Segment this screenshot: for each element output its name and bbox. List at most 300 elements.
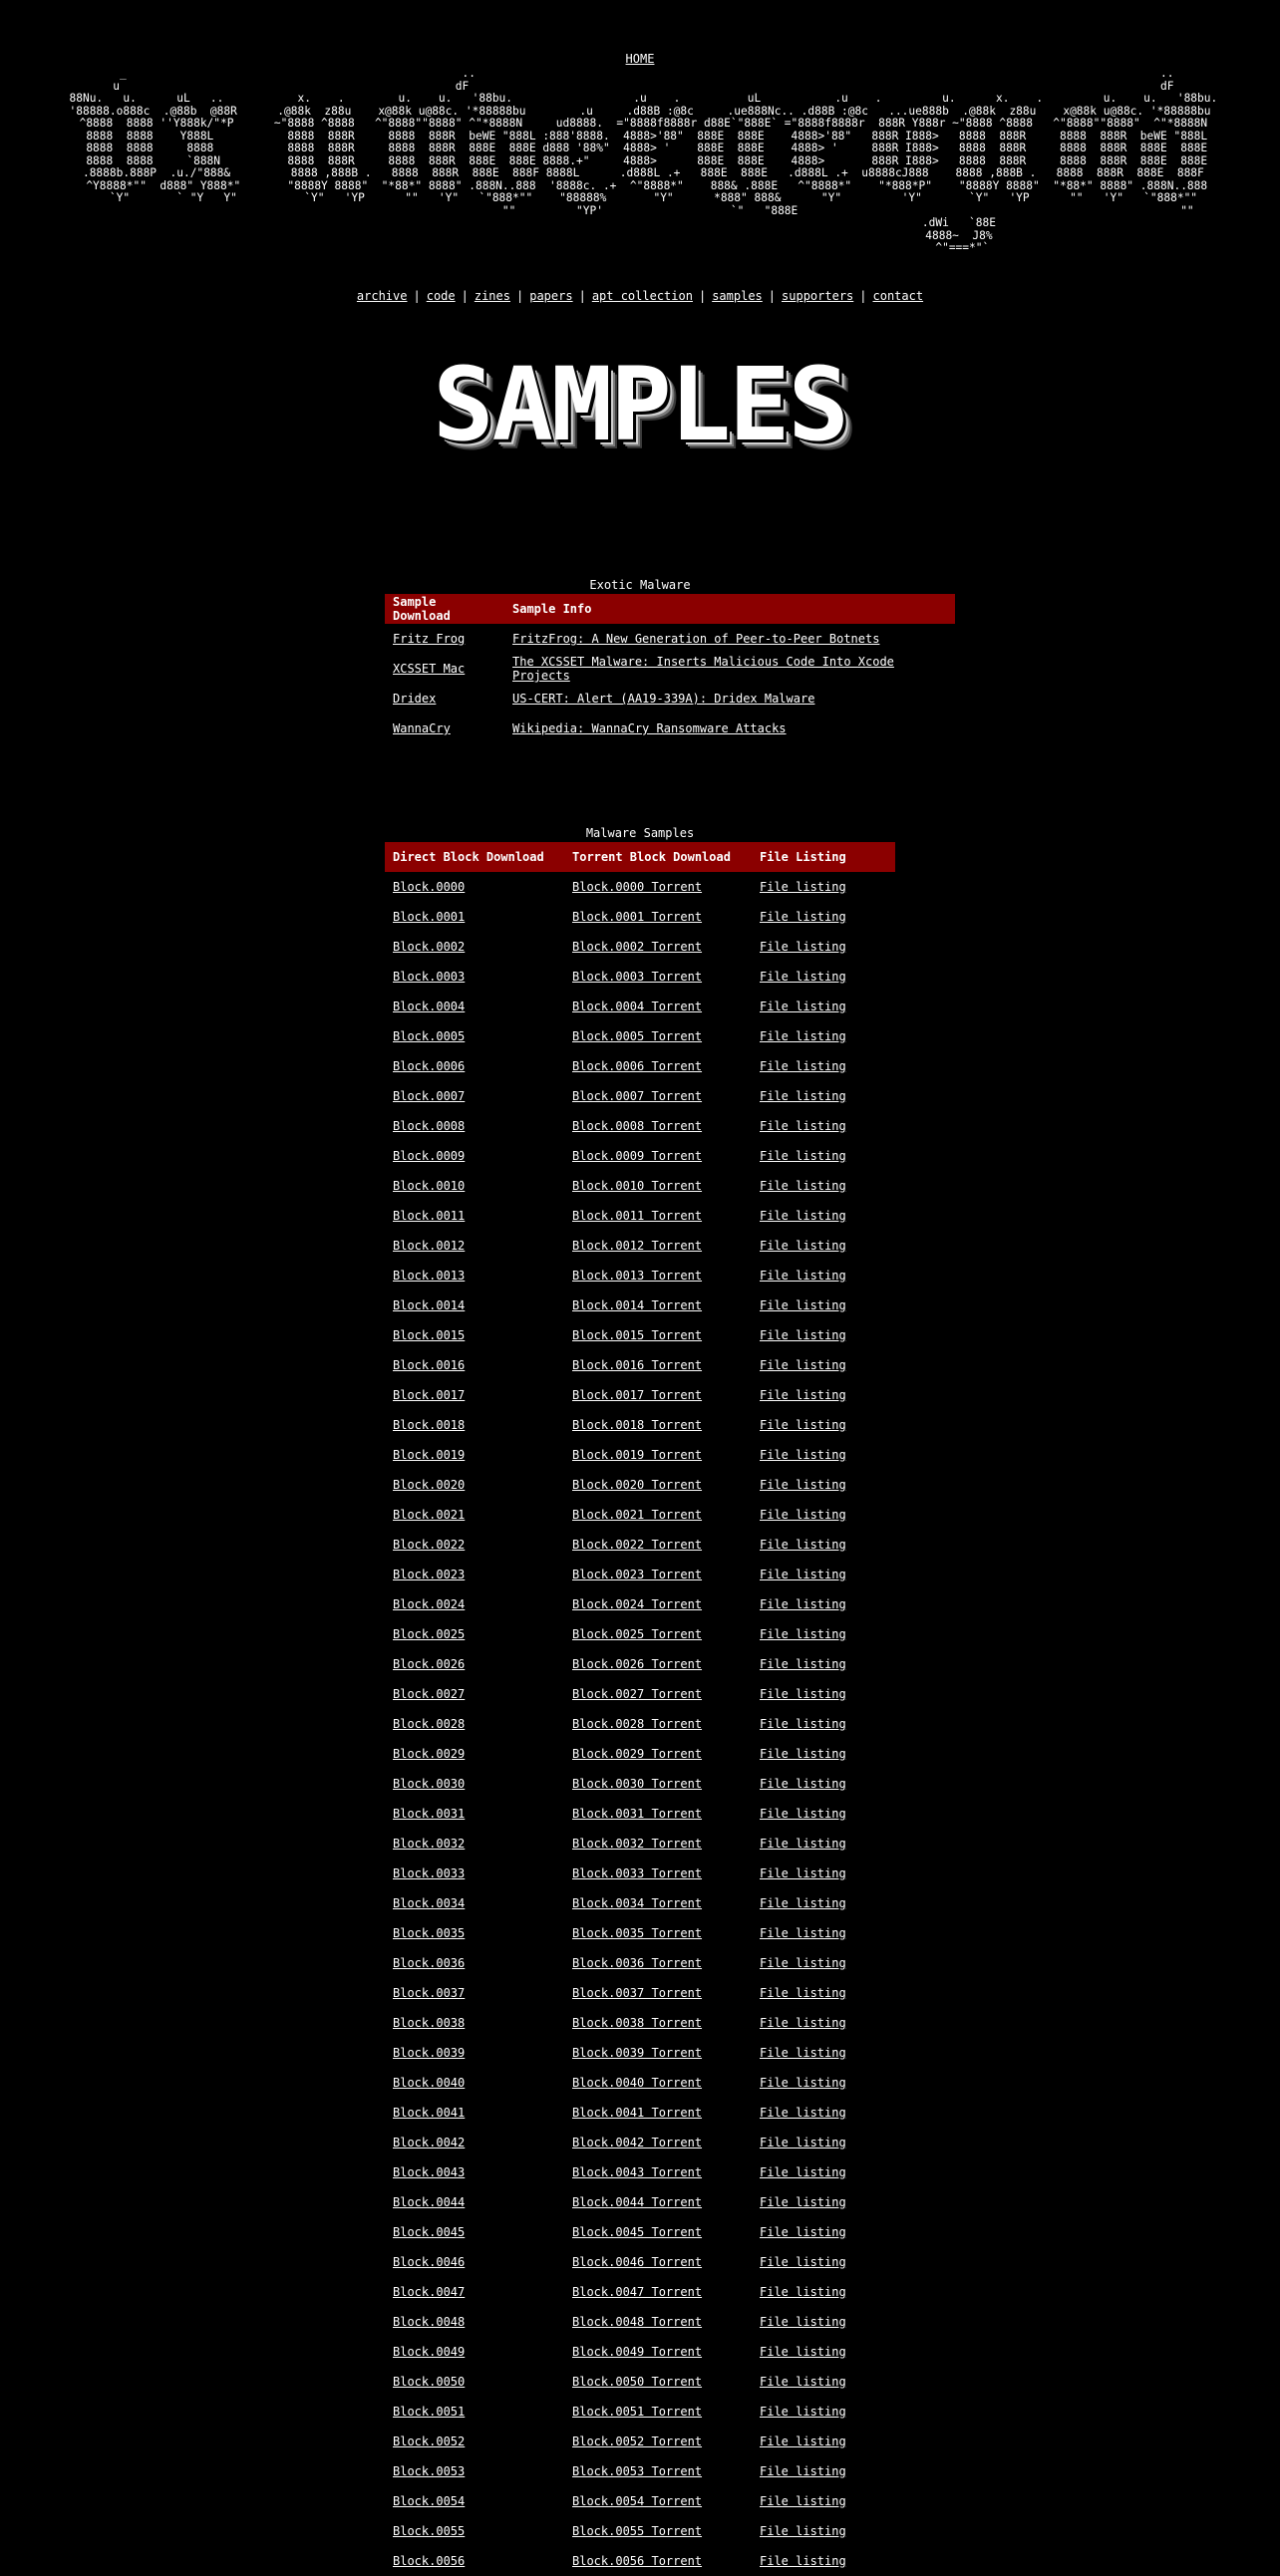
table-cell	[564, 2337, 752, 2367]
table-cell	[385, 2546, 564, 2576]
table-cell	[385, 1141, 564, 1171]
file-listing-link[interactable]: File listing	[760, 1388, 846, 1402]
table-cell	[752, 992, 895, 1021]
torrent-download-link[interactable]: Block.0050 Torrent	[572, 2375, 703, 2389]
table-cell	[564, 1589, 752, 1619]
table-cell	[752, 1290, 895, 1320]
table-row	[385, 962, 895, 992]
file-listing-link[interactable]: File listing	[760, 2136, 846, 2149]
direct-download-link[interactable]: Block.0035	[393, 1926, 466, 1940]
file-listing-link[interactable]: File listing	[760, 1328, 846, 1342]
table-row	[385, 1799, 895, 1829]
direct-download-link[interactable]: Block.0003	[393, 970, 466, 984]
file-listing-link[interactable]: File listing	[760, 1448, 846, 1462]
file-listing-link[interactable]: File listing	[760, 2046, 846, 2060]
torrent-download-link[interactable]: Block.0017 Torrent	[572, 1388, 703, 1402]
torrent-download-link[interactable]: Block.0007 Torrent	[572, 1089, 703, 1103]
table-cell	[564, 1201, 752, 1231]
file-listing-link[interactable]: File listing	[760, 1149, 846, 1163]
torrent-download-link[interactable]: Block.0025 Torrent	[572, 1627, 703, 1641]
direct-download-link[interactable]: Block.0016	[393, 1358, 466, 1372]
table-cell	[564, 932, 752, 962]
torrent-download-link[interactable]: Block.0028 Torrent	[572, 1717, 703, 1731]
table-cell	[564, 2367, 752, 2397]
table-cell	[385, 2456, 564, 2486]
file-listing-link[interactable]: File listing	[760, 1209, 846, 1223]
table-cell	[752, 1679, 895, 1709]
direct-download-link[interactable]: Block.0052	[393, 2434, 466, 2448]
direct-download-link[interactable]: Block.0005	[393, 1029, 466, 1043]
direct-download-link[interactable]: Block.0031	[393, 1807, 466, 1821]
torrent-download-link[interactable]: Block.0001 Torrent	[572, 910, 703, 924]
direct-download-link[interactable]: Block.0048	[393, 2315, 466, 2329]
table-cell	[752, 1739, 895, 1769]
torrent-download-link[interactable]: Block.0015 Torrent	[572, 1328, 703, 1342]
sample-download-link[interactable]: XCSSET Mac	[393, 662, 466, 676]
table-row	[385, 1679, 895, 1709]
table-cell	[752, 1619, 895, 1649]
sample-download-link[interactable]: Fritz Frog	[393, 632, 466, 646]
torrent-download-link[interactable]: Block.0026 Torrent	[572, 1657, 703, 1671]
torrent-download-link[interactable]: Block.0016 Torrent	[572, 1358, 703, 1372]
torrent-download-link[interactable]: Block.0047 Torrent	[572, 2285, 703, 2299]
table-row	[385, 1380, 895, 1410]
direct-download-link[interactable]: Block.0051	[393, 2405, 466, 2419]
torrent-download-link[interactable]: Block.0029 Torrent	[572, 1747, 703, 1761]
table-cell	[564, 1769, 752, 1799]
sample-download-link[interactable]: WannaCry	[393, 721, 451, 735]
table-row	[385, 1619, 895, 1649]
nav-link-zines[interactable]: zines	[474, 289, 510, 303]
file-listing-link[interactable]: File listing	[760, 2165, 846, 2179]
file-listing-link[interactable]: File listing	[760, 2494, 846, 2508]
direct-download-link[interactable]: Block.0012	[393, 1239, 466, 1253]
table-row	[385, 1261, 895, 1290]
direct-download-link[interactable]: Block.0042	[393, 2136, 466, 2149]
nav-link-supporters[interactable]: supporters	[782, 289, 854, 303]
direct-download-link[interactable]: Block.0029	[393, 1747, 466, 1761]
table-cell	[564, 1649, 752, 1679]
file-listing-link[interactable]: File listing	[760, 1059, 846, 1073]
blocks-caption: Malware Samples	[585, 826, 695, 840]
file-listing-link[interactable]: File listing	[760, 940, 846, 954]
file-listing-link[interactable]: File listing	[760, 2524, 846, 2538]
table-cell	[752, 1231, 895, 1261]
table-cell	[564, 1799, 752, 1829]
table-cell	[752, 1171, 895, 1201]
table-cell	[385, 2397, 564, 2427]
torrent-download-link[interactable]: Block.0040 Torrent	[572, 2076, 703, 2090]
torrent-download-link[interactable]: Block.0045 Torrent	[572, 2225, 703, 2239]
file-listing-link[interactable]: File listing	[760, 1807, 846, 1821]
table-cell	[385, 1021, 564, 1051]
torrent-download-link[interactable]: Block.0037 Torrent	[572, 1986, 703, 2000]
table-row	[385, 1081, 895, 1111]
torrent-download-link[interactable]: Block.0031 Torrent	[572, 1807, 703, 1821]
torrent-download-link[interactable]: Block.0008 Torrent	[572, 1119, 703, 1133]
torrent-download-link[interactable]: Block.0044 Torrent	[572, 2195, 703, 2209]
table-cell	[385, 2157, 564, 2187]
table-cell	[385, 2187, 564, 2217]
torrent-download-link[interactable]: Block.0003 Torrent	[572, 970, 703, 984]
file-listing-link[interactable]: File listing	[760, 2225, 846, 2239]
nav-link-apt-collection[interactable]: apt collection	[591, 289, 693, 303]
direct-download-link[interactable]: Block.0021	[393, 1508, 466, 1522]
table-cell	[752, 2217, 895, 2247]
torrent-download-link[interactable]: Block.0032 Torrent	[572, 1837, 703, 1851]
file-listing-link[interactable]: File listing	[760, 1119, 846, 1133]
torrent-download-link[interactable]: Block.0051 Torrent	[572, 2405, 703, 2419]
home-link[interactable]: HOME	[625, 52, 655, 66]
direct-download-link[interactable]: Block.0045	[393, 2225, 466, 2239]
torrent-download-link[interactable]: Block.0054 Torrent	[572, 2494, 703, 2508]
file-listing-link[interactable]: File listing	[760, 2554, 846, 2568]
direct-download-link[interactable]: Block.0006	[393, 1059, 466, 1073]
torrent-download-link[interactable]: Block.0011 Torrent	[572, 1209, 703, 1223]
table-row	[385, 2008, 895, 2038]
table-cell	[385, 1679, 564, 1709]
table-cell	[752, 1888, 895, 1918]
table-cell	[752, 2008, 895, 2038]
table-cell	[385, 1769, 564, 1799]
direct-download-link[interactable]: Block.0027	[393, 1687, 466, 1701]
direct-download-link[interactable]: Block.0039	[393, 2046, 466, 2060]
table-cell	[564, 1261, 752, 1290]
direct-download-link[interactable]: Block.0053	[393, 2464, 466, 2478]
torrent-download-link[interactable]: Block.0052 Torrent	[572, 2434, 703, 2448]
sample-info-link[interactable]: The XCSSET Malware: Inserts Malicious Code Into Xcode Projects	[512, 655, 894, 683]
table-cell	[385, 1500, 564, 1530]
table-cell	[752, 2187, 895, 2217]
torrent-download-link[interactable]: Block.0053 Torrent	[572, 2464, 703, 2478]
table-cell	[752, 2546, 895, 2576]
table-cell	[385, 2277, 564, 2307]
table-cell	[564, 1978, 752, 2008]
nav-link-contact[interactable]: contact	[872, 289, 924, 303]
table-cell	[385, 2367, 564, 2397]
table-cell	[752, 1709, 895, 1739]
direct-download-link[interactable]: Block.0001	[393, 910, 466, 924]
table-cell	[752, 2098, 895, 2128]
direct-download-link[interactable]: Block.0034	[393, 1896, 466, 1910]
table-cell	[564, 1829, 752, 1859]
torrent-download-link[interactable]: Block.0046 Torrent	[572, 2255, 703, 2269]
torrent-download-link[interactable]: Block.0005 Torrent	[572, 1029, 703, 1043]
direct-download-link[interactable]: Block.0050	[393, 2375, 466, 2389]
direct-download-link[interactable]: Block.0054	[393, 2494, 466, 2508]
direct-download-link[interactable]: Block.0025	[393, 1627, 466, 1641]
direct-download-link[interactable]: Block.0013	[393, 1269, 466, 1283]
table-cell	[752, 2038, 895, 2068]
table-cell	[385, 1649, 564, 1679]
file-listing-link[interactable]: File listing	[760, 1000, 846, 1013]
direct-download-link[interactable]: Block.0056	[393, 2554, 466, 2568]
torrent-download-link[interactable]: Block.0018 Torrent	[572, 1418, 703, 1432]
torrent-download-link[interactable]: Block.0021 Torrent	[572, 1508, 703, 1522]
file-listing-link[interactable]: File listing	[760, 1627, 846, 1641]
direct-download-link[interactable]: Block.0010	[393, 1179, 466, 1193]
direct-download-link[interactable]: Block.0018	[393, 1418, 466, 1432]
file-listing-link[interactable]: File listing	[760, 2464, 846, 2478]
table-cell	[752, 2427, 895, 2456]
direct-download-link[interactable]: Block.0020	[393, 1478, 466, 1492]
table-cell	[564, 1111, 752, 1141]
column-header-file-listing: File Listing	[752, 842, 895, 872]
file-listing-link[interactable]: File listing	[760, 2375, 846, 2389]
file-listing-link[interactable]: File listing	[760, 1956, 846, 1970]
torrent-download-link[interactable]: Block.0009 Torrent	[572, 1149, 703, 1163]
table-cell	[385, 1589, 564, 1619]
file-listing-link[interactable]: File listing	[760, 2405, 846, 2419]
table-cell	[564, 2038, 752, 2068]
file-listing-link[interactable]: File listing	[760, 1269, 846, 1283]
direct-download-link[interactable]: Block.0008	[393, 1119, 466, 1133]
file-listing-link[interactable]: File listing	[760, 1358, 846, 1372]
ascii-banner-logo: _ .. .. u dF dF 88Nu. u. uL .. x. . u. u. '88bu. .u . uL .u . u. x. . u. u. '88bu. '88888.o888c .@88b @88R .@88k z88u x@88k u@88c. '*88888bu .u .d88B :@8c .ue888Nc.. .d88B :@8c ...ue888b .@88k z88u x@88k u@88c. '*88888bu ^8888 8888 ''Y888k/"*P ~"8888 ^8888 ^"8888""8888" ^"*8888N ud8888. ="8888f8888r d88E`"888E` ="8888f8888r 888R Y888r ~"8888 ^8888 ^"8888""8888" ^"*8888N 8888 8888 Y888L 8888 888R 8888 888R beWE "888L :888'8888. 4888>'88" 888E 888E 4888>'88" 888R I888> 8888 888R 8888 888R beWE "888L 8888 8888 8888 8888 888R 8888 888R 888E 888E d888 '88%" 4888> ' 888E 888E 4888> ' 888R I888> 8888 888R 8888 888R 888E 888E 8888 8888 `888N 8888 888R 8888 888R 888E 888E 8888.+" 4888> 888E 888E 4888> 888R I888> 8888 888R 8888 888R 888E 888E .8888b.888P .u./"888& 8888 ,888B . 8888 888R 888E 888F 8888L .d888L .+ 888E 888E .d888L .+ u8888cJ888 8888 ,888B . 8888 888R 888E 888F ^Y8888*"" d888" Y888*" "8888Y 8888" "*88*" 8888" .888N..888 '8888c. .+ ^"8888*" 888& .888E ^"8888*" "*888*P" "8888Y 8888" "*88*" 8888" .888N..888 `Y" ` "Y Y" `Y" 'YP "" 'Y" `"888*"" "88888% "Y" *888" 888& "Y" 'Y" `Y" 'YP "" 'Y" `"888*"" "" "YP' `" "888E "" .dWi `88E 4888~ J8% ^"===*"`	[69, 67, 1218, 254]
torrent-download-link[interactable]: Block.0043 Torrent	[572, 2165, 703, 2179]
table-cell	[564, 2098, 752, 2128]
file-listing-link[interactable]: File listing	[760, 1986, 846, 2000]
direct-download-link[interactable]: Block.0046	[393, 2255, 466, 2269]
table-cell	[752, 2456, 895, 2486]
sample-info-link[interactable]: US-CERT: Alert (AA19-339A): Dridex Malware	[512, 692, 815, 706]
torrent-download-link[interactable]: Block.0022 Torrent	[572, 1538, 703, 1552]
torrent-download-link[interactable]: Block.0013 Torrent	[572, 1269, 703, 1283]
table-cell	[752, 1589, 895, 1619]
exotic-caption: Exotic Malware	[589, 578, 691, 592]
table-cell	[564, 1709, 752, 1739]
direct-download-link[interactable]: Block.0019	[393, 1448, 466, 1462]
direct-download-link[interactable]: Block.0033	[393, 1866, 466, 1880]
table-cell	[564, 902, 752, 932]
table-cell	[385, 1918, 564, 1948]
main-nav	[0, 289, 1280, 303]
file-listing-link[interactable]: File listing	[760, 1687, 846, 1701]
sample-download-link[interactable]: Dridex	[393, 692, 437, 706]
torrent-download-link[interactable]: Block.0020 Torrent	[572, 1478, 703, 1492]
table-cell	[752, 1859, 895, 1888]
sample-info-link[interactable]: Wikipedia: WannaCry Ransomware Attacks	[512, 721, 787, 735]
direct-download-link[interactable]: Block.0004	[393, 1000, 466, 1013]
nav-link-samples[interactable]: samples	[712, 289, 763, 303]
table-row	[385, 2247, 895, 2277]
direct-download-link[interactable]: Block.0026	[393, 1657, 466, 1671]
torrent-download-link[interactable]: Block.0038 Torrent	[572, 2016, 703, 2030]
table-cell	[385, 1709, 564, 1739]
file-listing-link[interactable]: File listing	[760, 1657, 846, 1671]
file-listing-link[interactable]: File listing	[760, 1538, 846, 1552]
table-cell	[385, 2337, 564, 2367]
direct-download-link[interactable]: Block.0040	[393, 2076, 466, 2090]
direct-download-link[interactable]: Block.0036	[393, 1956, 466, 1970]
direct-download-link[interactable]: Block.0007	[393, 1089, 466, 1103]
torrent-download-link[interactable]: Block.0034 Torrent	[572, 1896, 703, 1910]
nav-separator: |	[859, 289, 867, 303]
direct-download-link[interactable]: Block.0017	[393, 1388, 466, 1402]
file-listing-link[interactable]: File listing	[760, 1179, 846, 1193]
file-listing-link[interactable]: File listing	[760, 1239, 846, 1253]
file-listing-link[interactable]: File listing	[760, 1478, 846, 1492]
table-row	[385, 2307, 895, 2337]
file-listing-link[interactable]: File listing	[760, 2195, 846, 2209]
file-listing-link[interactable]: File listing	[760, 1926, 846, 1940]
torrent-download-link[interactable]: Block.0019 Torrent	[572, 1448, 703, 1462]
table-cell	[564, 2128, 752, 2157]
torrent-download-link[interactable]: Block.0023 Torrent	[572, 1568, 703, 1581]
table-cell	[385, 2098, 564, 2128]
torrent-download-link[interactable]: Block.0024 Torrent	[572, 1597, 703, 1611]
torrent-download-link[interactable]: Block.0041 Torrent	[572, 2106, 703, 2120]
table-row	[385, 1320, 895, 1350]
table-cell	[385, 872, 564, 902]
table-row	[385, 1141, 895, 1171]
table-header-row	[385, 594, 955, 624]
table-cell	[564, 1081, 752, 1111]
table-row	[385, 2098, 895, 2128]
file-listing-link[interactable]: File listing	[760, 1866, 846, 1880]
file-listing-link[interactable]: File listing	[760, 1568, 846, 1581]
table-cell	[752, 2068, 895, 2098]
torrent-download-link[interactable]: Block.0027 Torrent	[572, 1687, 703, 1701]
torrent-download-link[interactable]: Block.0036 Torrent	[572, 1956, 703, 1970]
table-row	[385, 932, 895, 962]
table-cell	[752, 1829, 895, 1859]
sample-info-link[interactable]: FritzFrog: A New Generation of Peer-to-Peer Botnets	[512, 632, 880, 646]
torrent-download-link[interactable]: Block.0000 Torrent	[572, 880, 703, 894]
direct-download-link[interactable]: Block.0022	[393, 1538, 466, 1552]
file-listing-link[interactable]: File listing	[760, 1029, 846, 1043]
direct-download-link[interactable]: Block.0032	[393, 1837, 466, 1851]
file-listing-link[interactable]: File listing	[760, 1747, 846, 1761]
direct-download-link[interactable]: Block.0049	[393, 2345, 466, 2359]
file-listing-link[interactable]: File listing	[760, 2285, 846, 2299]
torrent-download-link[interactable]: Block.0012 Torrent	[572, 1239, 703, 1253]
nav-link-archive[interactable]: archive	[356, 289, 408, 303]
direct-download-link[interactable]: Block.0043	[393, 2165, 466, 2179]
file-listing-link[interactable]: File listing	[760, 1508, 846, 1522]
sample-info-cell	[504, 654, 955, 684]
file-listing-link[interactable]: File listing	[760, 1597, 846, 1611]
table-cell	[385, 1470, 564, 1500]
table-cell	[564, 1918, 752, 1948]
table-cell	[752, 1111, 895, 1141]
direct-download-link[interactable]: Block.0011	[393, 1209, 466, 1223]
table-cell	[564, 1888, 752, 1918]
nav-link-papers[interactable]: papers	[529, 289, 573, 303]
torrent-download-link[interactable]: Block.0048 Torrent	[572, 2315, 703, 2329]
file-listing-link[interactable]: File listing	[760, 2345, 846, 2359]
direct-download-link[interactable]: Block.0047	[393, 2285, 466, 2299]
file-listing-link[interactable]: File listing	[760, 2076, 846, 2090]
file-listing-link[interactable]: File listing	[760, 2434, 846, 2448]
torrent-download-link[interactable]: Block.0056 Torrent	[572, 2554, 703, 2568]
file-listing-link[interactable]: File listing	[760, 2315, 846, 2329]
table-cell	[564, 2546, 752, 2576]
direct-download-link[interactable]: Block.0055	[393, 2524, 466, 2538]
table-row	[385, 2546, 895, 2576]
file-listing-link[interactable]: File listing	[760, 1896, 846, 1910]
direct-download-link[interactable]: Block.0002	[393, 940, 466, 954]
direct-download-link[interactable]: Block.0009	[393, 1149, 466, 1163]
column-header-sample-info: Sample Info	[504, 594, 955, 624]
sample-download-cell	[385, 714, 504, 743]
file-listing-link[interactable]: File listing	[760, 910, 846, 924]
table-cell	[564, 2247, 752, 2277]
table-cell	[385, 1380, 564, 1410]
torrent-download-link[interactable]: Block.0039 Torrent	[572, 2046, 703, 2060]
sample-download-cell	[385, 684, 504, 714]
table-cell	[564, 2427, 752, 2456]
torrent-download-link[interactable]: Block.0035 Torrent	[572, 1926, 703, 1940]
table-cell	[564, 2307, 752, 2337]
direct-download-link[interactable]: Block.0037	[393, 1986, 466, 2000]
file-listing-link[interactable]: File listing	[760, 2016, 846, 2030]
table-row	[385, 1500, 895, 1530]
direct-download-link[interactable]: Block.0030	[393, 1777, 466, 1791]
table-row	[385, 1888, 895, 1918]
table-row	[385, 1530, 895, 1560]
table-row	[385, 2397, 895, 2427]
direct-download-link[interactable]: Block.0014	[393, 1298, 466, 1312]
table-row	[385, 2486, 895, 2516]
file-listing-link[interactable]: File listing	[760, 970, 846, 984]
direct-download-link[interactable]: Block.0038	[393, 2016, 466, 2030]
table-row	[385, 714, 955, 743]
nav-separator: |	[515, 289, 524, 303]
file-listing-link[interactable]: File listing	[760, 880, 846, 894]
file-listing-link[interactable]: File listing	[760, 1837, 846, 1851]
torrent-download-link[interactable]: Block.0030 Torrent	[572, 1777, 703, 1791]
table-row	[385, 872, 895, 902]
direct-download-link[interactable]: Block.0024	[393, 1597, 466, 1611]
direct-download-link[interactable]: Block.0041	[393, 2106, 466, 2120]
torrent-download-link[interactable]: Block.0002 Torrent	[572, 940, 703, 954]
table-cell	[752, 1440, 895, 1470]
torrent-download-link[interactable]: Block.0014 Torrent	[572, 1298, 703, 1312]
torrent-download-link[interactable]: Block.0049 Torrent	[572, 2345, 703, 2359]
table-cell	[564, 1380, 752, 1410]
table-cell	[752, 1380, 895, 1410]
table-cell	[752, 1081, 895, 1111]
torrent-download-link[interactable]: Block.0033 Torrent	[572, 1866, 703, 1880]
nav-link-code[interactable]: code	[426, 289, 456, 303]
file-listing-link[interactable]: File listing	[760, 2106, 846, 2120]
table-row	[385, 2427, 895, 2456]
sample-download-cell	[385, 624, 504, 654]
direct-download-link[interactable]: Block.0028	[393, 1717, 466, 1731]
sample-download-cell	[385, 654, 504, 684]
direct-download-link[interactable]: Block.0015	[393, 1328, 466, 1342]
torrent-download-link[interactable]: Block.0006 Torrent	[572, 1059, 703, 1073]
torrent-download-link[interactable]: Block.0055 Torrent	[572, 2524, 703, 2538]
file-listing-link[interactable]: File listing	[760, 1777, 846, 1791]
table-row	[385, 1829, 895, 1859]
direct-download-link[interactable]: Block.0023	[393, 1568, 466, 1581]
torrent-download-link[interactable]: Block.0004 Torrent	[572, 1000, 703, 1013]
torrent-download-link[interactable]: Block.0042 Torrent	[572, 2136, 703, 2149]
direct-download-link[interactable]: Block.0000	[393, 880, 466, 894]
direct-download-link[interactable]: Block.0044	[393, 2195, 466, 2209]
file-listing-link[interactable]: File listing	[760, 1298, 846, 1312]
file-listing-link[interactable]: File listing	[760, 2255, 846, 2269]
file-listing-link[interactable]: File listing	[760, 1418, 846, 1432]
torrent-download-link[interactable]: Block.0010 Torrent	[572, 1179, 703, 1193]
table-cell	[564, 1679, 752, 1709]
file-listing-link[interactable]: File listing	[760, 1089, 846, 1103]
table-cell	[752, 2367, 895, 2397]
file-listing-link[interactable]: File listing	[760, 1717, 846, 1731]
table-cell	[564, 2187, 752, 2217]
